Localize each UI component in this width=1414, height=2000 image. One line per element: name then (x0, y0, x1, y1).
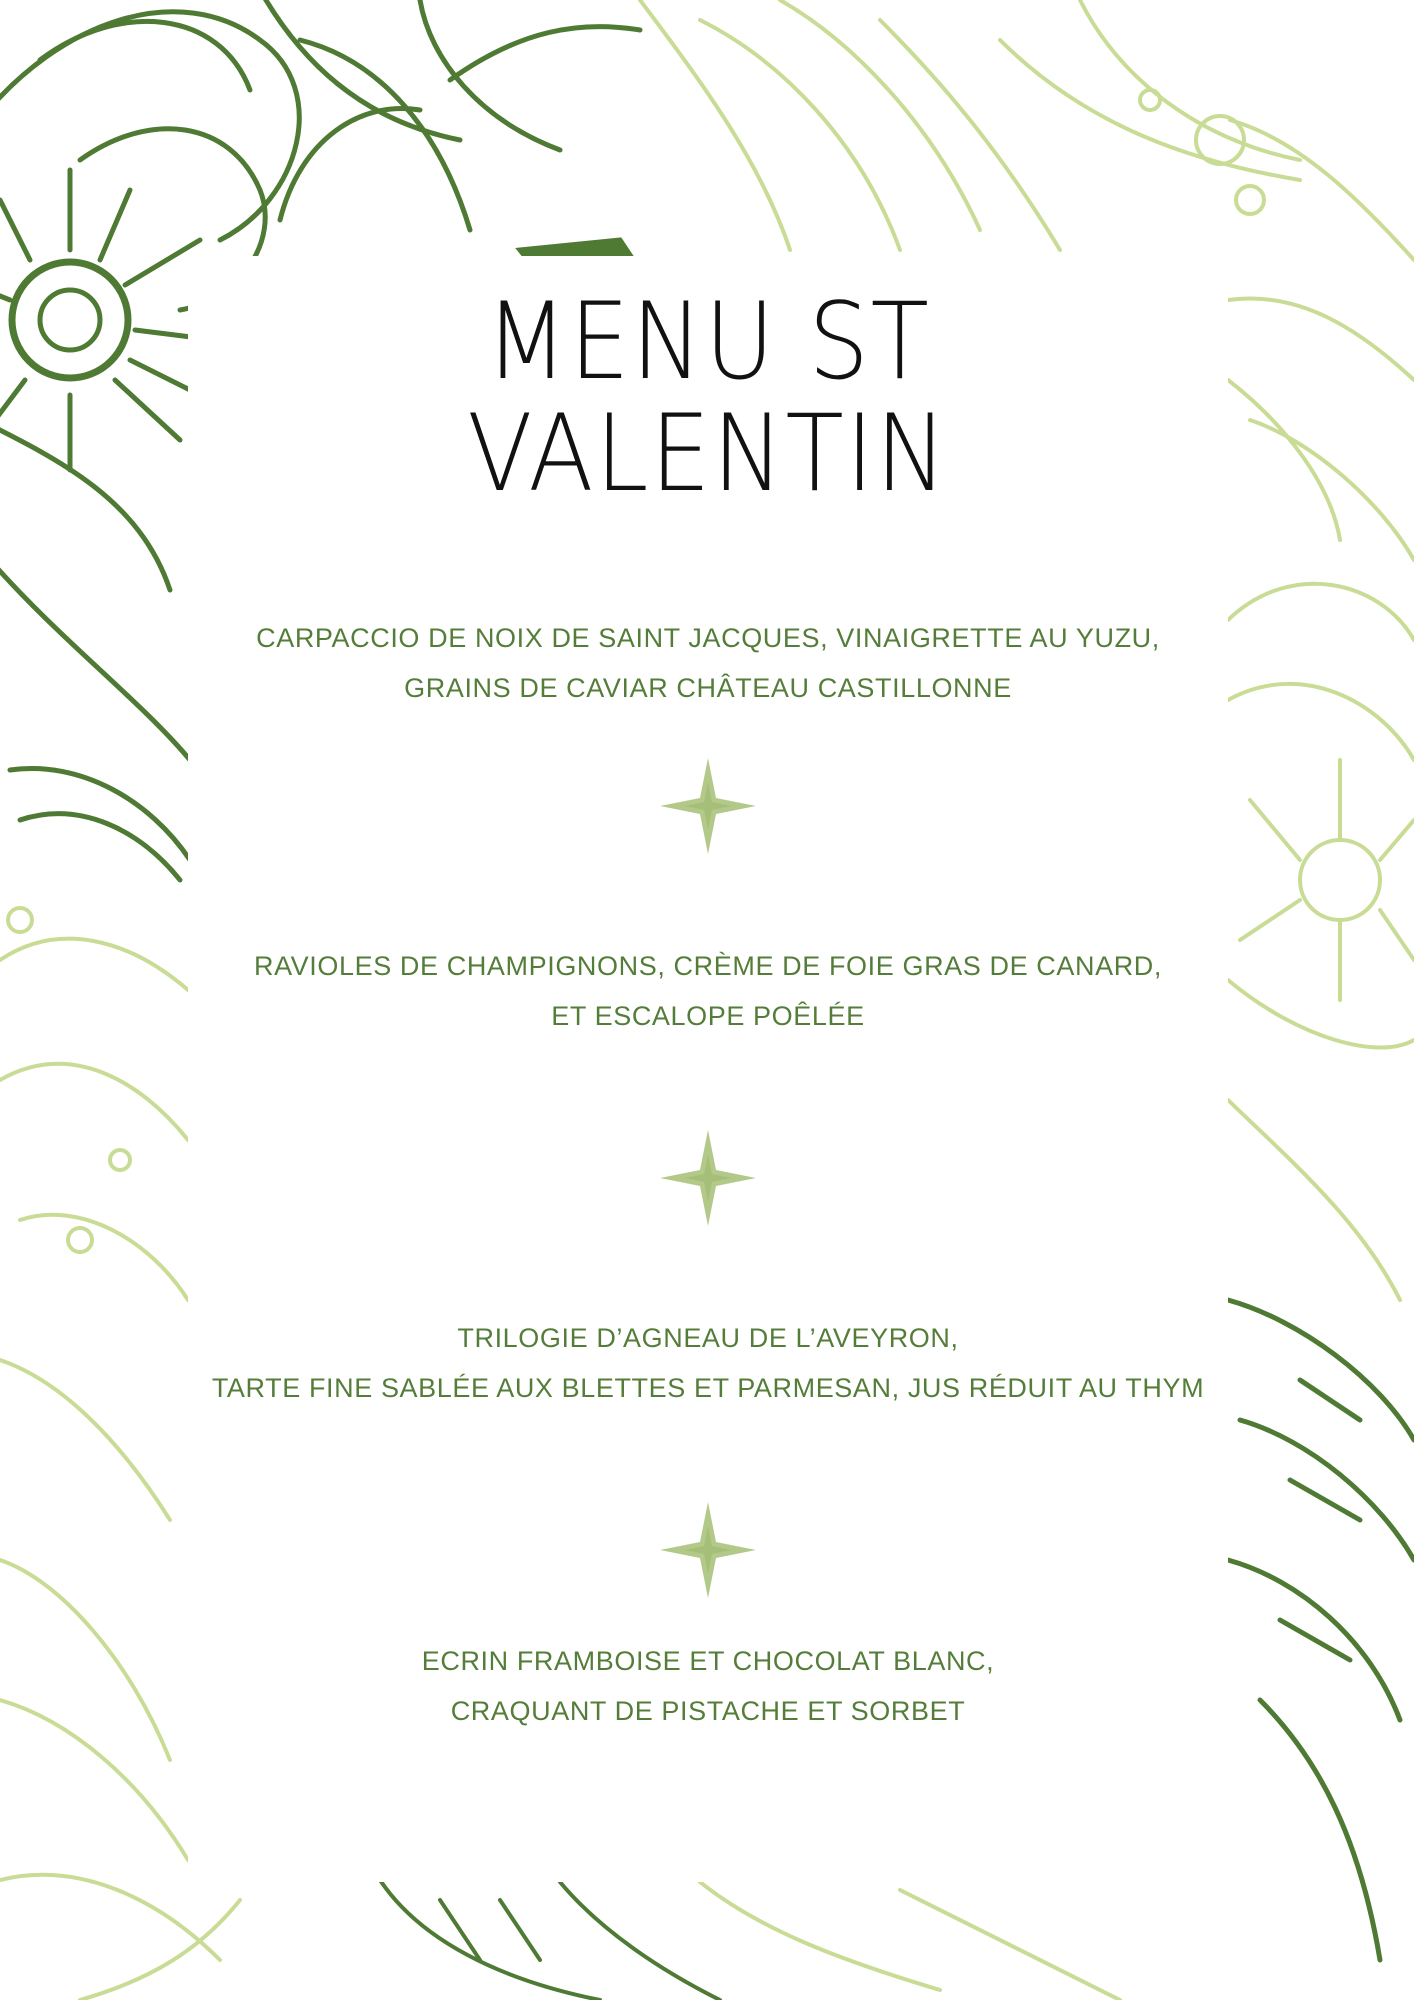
menu-card (188, 256, 1228, 1882)
course-starter (188, 613, 1228, 713)
course-line-2: GRAINS DE CAVIAR CHÂTEAU CASTILLONNE (404, 673, 1012, 703)
flower-left (0, 908, 220, 1960)
title-line-2: VALENTIN (467, 392, 949, 515)
flower-bottom (380, 1880, 720, 2000)
course-line-2: TARTE FINE SABLÉE AUX BLETTES ET PARMESAN, JUS RÉDUIT AU THYM (211, 1373, 1205, 1403)
course-line-1: ECRIN FRAMBOISE ET CHOCOLAT BLANC, (421, 1646, 995, 1676)
four-point-star-icon (660, 1130, 756, 1226)
course-line-2: ET ESCALOPE POÊLÉE (551, 1001, 865, 1031)
flower-right (1228, 584, 1414, 1300)
course-entree (188, 941, 1228, 1041)
page-title (240, 280, 1176, 515)
course-main (188, 1313, 1228, 1413)
flower-bottom-light (80, 1882, 1120, 2000)
four-point-star-icon (660, 758, 756, 854)
course-dessert (188, 1636, 1228, 1736)
course-line-2: CRAQUANT DE PISTACHE ET SORBET (450, 1696, 966, 1726)
title-line-1: MENU ST (485, 280, 931, 403)
course-line-1: TRILOGIE D’AGNEAU DE L’AVEYRON, (457, 1323, 959, 1353)
course-line-1: RAVIOLES DE CHAMPIGNONS, CRÈME DE FOIE GRAS DE CANARD, (253, 951, 1163, 981)
leaves-bottom-right (1228, 1300, 1414, 1960)
course-line-1: CARPACCIO DE NOIX DE SAINT JACQUES, VINAIGRETTE AU YUZU, (256, 623, 1160, 653)
four-point-star-icon (660, 1502, 756, 1598)
